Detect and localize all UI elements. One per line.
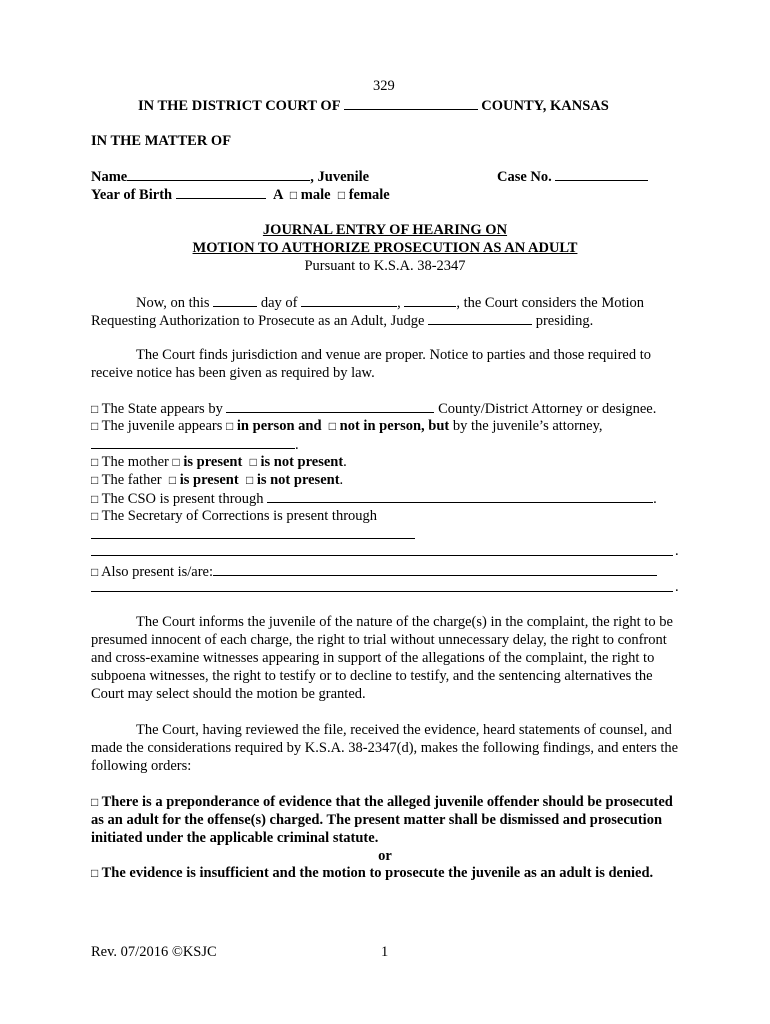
finding-2-checkbox[interactable]: □ — [91, 866, 99, 880]
title-subtitle: Pursuant to K.S.A. 38-2347 — [304, 258, 466, 274]
father-checkbox[interactable]: □ — [91, 473, 99, 487]
para1-line1 — [136, 293, 644, 312]
father-not-present-checkbox[interactable]: □ — [245, 473, 254, 487]
comma-text: , — [397, 295, 401, 311]
female-checkbox[interactable]: □ — [337, 188, 346, 202]
court-heading — [138, 96, 609, 115]
revision-footer: Rev. 07/2016 ©KSJC — [91, 944, 217, 960]
also-present-period: . — [675, 579, 679, 595]
judge-text: Requesting Authorization to Prosecute as an Adult, Judge — [91, 313, 425, 329]
month-blank[interactable] — [301, 293, 397, 307]
year-of-birth-label: Year of Birth — [91, 187, 173, 203]
juvenile-appears-line — [91, 417, 603, 435]
title-line-2: MOTION TO AUTHORIZE PROSECUTION AS AN ADULT — [192, 240, 578, 256]
in-person-text: in person and — [236, 418, 322, 434]
presiding-text: presiding. — [535, 313, 594, 329]
father-period: . — [339, 472, 344, 488]
court-prefix: IN THE DISTRICT COURT OF — [138, 98, 341, 114]
also-present-blank-2[interactable] — [91, 591, 673, 592]
court-considers-text: , the Court considers the Motion — [456, 295, 645, 311]
father-present-text: is present — [179, 472, 239, 488]
findings-intro-paragraph: The Court, having reviewed the file, received the evidence, heard statements of counsel, and made the considerations required by K.S.A. 38-2347(d), makes the following findings, and enters the following orders: — [91, 722, 679, 774]
also-present-blank[interactable] — [213, 562, 657, 576]
not-in-person-text: not in person, but — [339, 418, 450, 434]
mother-period: . — [343, 454, 347, 470]
county-blank[interactable] — [344, 96, 478, 110]
attorney-period: . — [295, 437, 299, 453]
father-present-checkbox[interactable]: □ — [168, 473, 177, 487]
by-attorney-text: by the juvenile’s attorney, — [452, 418, 603, 434]
jurisdiction-paragraph: The Court finds jurisdiction and venue are proper. Notice to parties and those required to receive notice has been given as required by law. — [91, 347, 652, 381]
mother-present-text: is present — [183, 454, 243, 470]
state-suffix-text: County/District Attorney or designee. — [438, 401, 657, 417]
court-suffix: COUNTY, KANSAS — [481, 98, 609, 114]
a-label: A — [272, 187, 283, 203]
judge-blank[interactable] — [428, 311, 532, 325]
year-of-birth-line — [91, 185, 390, 204]
state-checkbox[interactable]: □ — [91, 402, 99, 416]
case-no-blank[interactable] — [555, 167, 648, 181]
mother-checkbox[interactable]: □ — [91, 455, 99, 469]
juvenile-appears-text: The juvenile appears — [101, 418, 223, 434]
finding-option-1 — [91, 793, 681, 847]
name-blank[interactable] — [127, 167, 310, 181]
or-text: or — [378, 848, 392, 864]
cso-line — [91, 489, 657, 508]
secretary-checkbox[interactable]: □ — [91, 509, 99, 523]
mother-present-checkbox[interactable]: □ — [172, 455, 180, 469]
also-present-text: Also present is/are: — [101, 564, 214, 580]
father-not-present-text: is not present — [256, 472, 340, 488]
now-on-this-text: Now, on this — [136, 295, 210, 311]
footer-page-number: 1 — [381, 944, 389, 960]
juvenile-attorney-blank[interactable] — [91, 435, 295, 449]
top-page-number: 329 — [373, 78, 395, 94]
mother-text: The mother — [101, 454, 169, 470]
female-label: female — [348, 187, 390, 203]
mother-not-present-text: is not present — [260, 454, 344, 470]
rights-paragraph: The Court informs the juvenile of the nature of the charge(s) in the complaint, the right to be presumed innocent of each charge, the right to trial without unnecessary delay, the right to confront and cross-examine witnesses appearing in support of the allegations of the complaint, the right to subpoena witnesses, the right to testify or to decline to testify, and the sentencing alternatives the Court may select should the motion be granted. — [91, 614, 673, 702]
year-of-birth-blank[interactable] — [176, 185, 266, 199]
year-blank[interactable] — [404, 293, 456, 307]
male-label: male — [300, 187, 331, 203]
also-present-line — [91, 562, 657, 581]
finding-option-2 — [91, 864, 653, 882]
cso-period: . — [653, 491, 657, 507]
day-of-text: day of — [260, 295, 298, 311]
case-no-line — [497, 167, 648, 186]
juvenile-label: , Juvenile — [310, 169, 370, 185]
title-line-1: JOURNAL ENTRY OF HEARING ON — [262, 222, 508, 238]
secretary-text: The Secretary of Corrections is present through — [101, 508, 378, 524]
also-present-checkbox[interactable]: □ — [91, 565, 99, 579]
cso-blank[interactable] — [267, 489, 653, 503]
in-person-checkbox[interactable]: □ — [226, 419, 234, 433]
cso-checkbox[interactable]: □ — [91, 492, 99, 506]
mother-not-present-checkbox[interactable]: □ — [249, 455, 257, 469]
mother-line — [91, 453, 347, 471]
secretary-line — [91, 507, 377, 525]
case-no-label: Case No. — [497, 169, 552, 185]
secretary-blank-1[interactable] — [91, 538, 415, 539]
secretary-period: . — [675, 543, 679, 559]
attorney-blank-line — [91, 435, 299, 454]
state-appears-text: The State appears by — [101, 401, 223, 417]
male-checkbox[interactable]: □ — [289, 188, 298, 202]
finding-1-text: There is a preponderance of evidence that the alleged juvenile offender should be prosecuted as an adult for the offense(s) charged. The present matter shall be dismissed and prosecution initiated under the applicable criminal statute. — [91, 794, 673, 846]
secretary-blank-2[interactable] — [91, 555, 673, 556]
finding-2-text: The evidence is insufficient and the motion to prosecute the juvenile as an adult is denied. — [101, 865, 654, 881]
not-in-person-checkbox[interactable]: □ — [328, 419, 337, 433]
state-attorney-blank[interactable] — [226, 399, 434, 413]
state-appears-line — [91, 399, 656, 418]
para1-line2 — [91, 311, 593, 330]
day-blank[interactable] — [213, 293, 257, 307]
father-text: The father — [101, 472, 162, 488]
caption-name-line — [91, 167, 369, 186]
finding-1-checkbox[interactable]: □ — [91, 795, 99, 809]
name-label: Name — [91, 169, 128, 185]
cso-text: The CSO is present through — [101, 491, 264, 507]
juvenile-checkbox[interactable]: □ — [91, 419, 99, 433]
father-line — [91, 471, 343, 489]
matter-heading: IN THE MATTER OF — [91, 133, 232, 149]
